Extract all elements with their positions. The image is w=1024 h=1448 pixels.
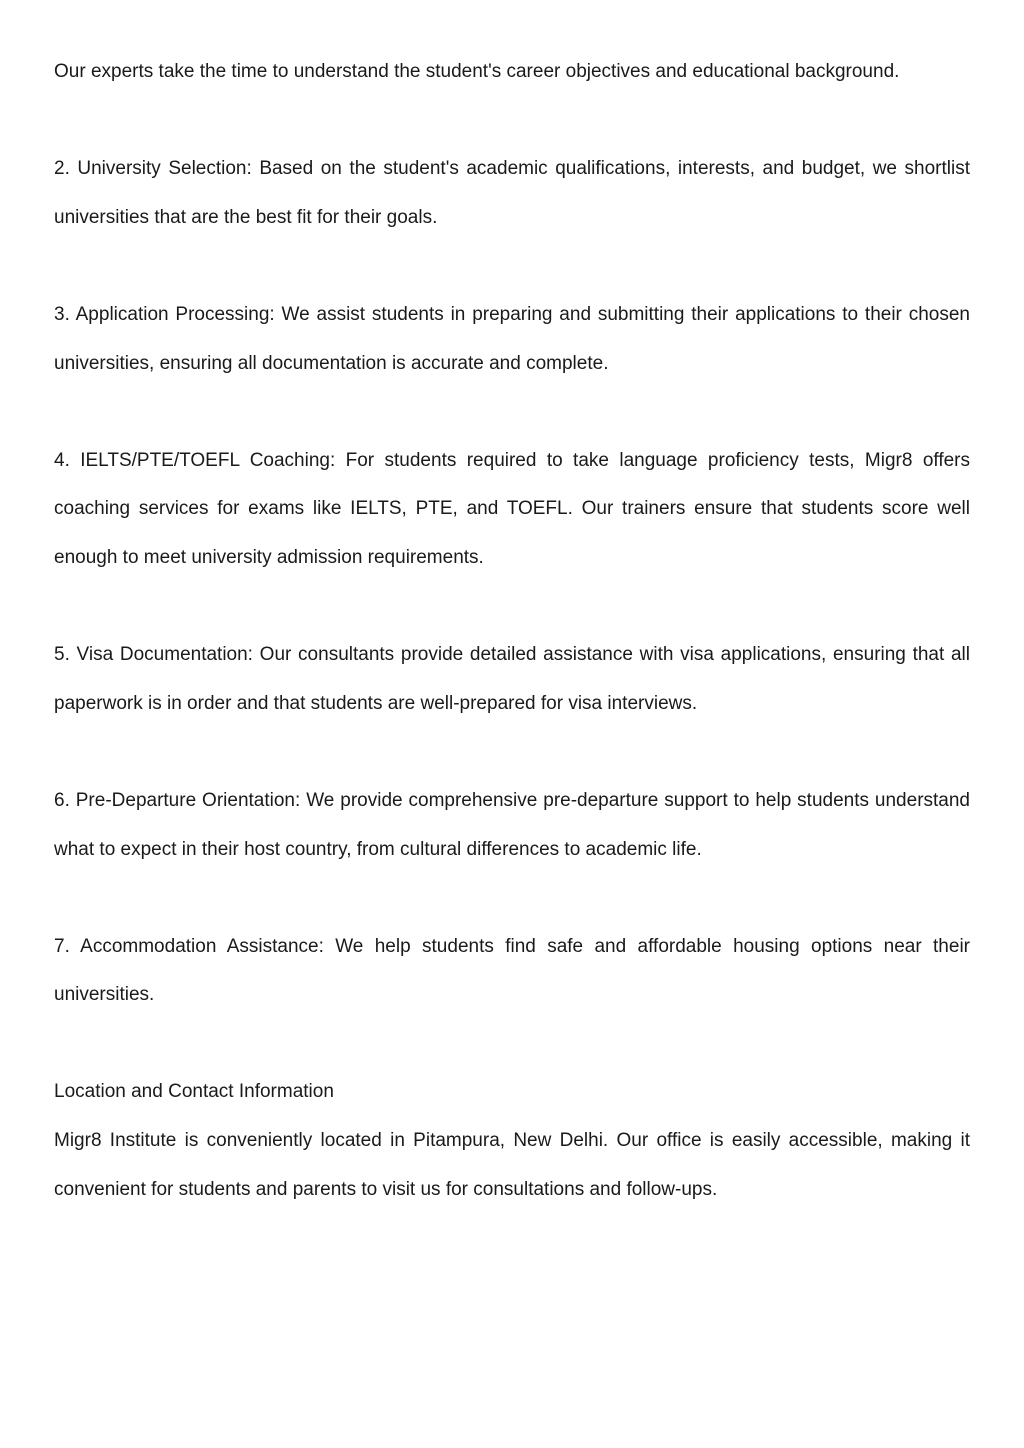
service-item-application-processing: 3. Application Processing: We assist students in preparing and submitting their applications to their chosen universities, ensuring all documentation is accurate and complete.	[54, 303, 970, 374]
paragraph-spacer	[54, 97, 970, 146]
paragraph-spacer	[54, 1020, 970, 1069]
service-item-accommodation-assistance: 7. Accommodation Assistance: We help students find safe and affordable housing options near their universities.	[54, 935, 970, 1006]
service-item-language-coaching: 4. IELTS/PTE/TOEFL Coaching: For students required to take language proficiency tests, Migr8 offers coaching services for exams like IELTS, PTE, and TOEFL. Our trainers ensure that students score well enough to meet university admission requirements.	[54, 449, 970, 568]
document-page	[54, 48, 970, 1214]
service-item-university-selection: 2. University Selection: Based on the student's academic qualifications, interests, and budget, we shortlist universities that are the best fit for their goals.	[54, 158, 970, 228]
intro-paragraph: Our experts take the time to understand the student's career objectives and educational background.	[54, 61, 900, 82]
paragraph-spacer	[54, 388, 970, 437]
location-paragraph: Migr8 Institute is conveniently located in Pitampura, New Delhi. Our office is easily accessible, making it convenient for students and parents to visit us for consultations and follow-ups.	[54, 1130, 970, 1200]
section-heading-location: Location and Contact Information	[54, 1081, 334, 1103]
paragraph-spacer	[54, 242, 970, 291]
paragraph-spacer	[54, 583, 970, 632]
paragraph-spacer	[54, 874, 970, 923]
paragraph-spacer	[54, 728, 970, 777]
service-item-pre-departure-orientation: 6. Pre-Departure Orientation: We provide comprehensive pre-departure support to help students understand what to expect in their host country, from cultural differences to academic life.	[54, 789, 970, 860]
service-item-visa-documentation: 5. Visa Documentation: Our consultants provide detailed assistance with visa applications, ensuring that all paperwork is in order and that students are well-prepared for visa interviews.	[54, 644, 970, 714]
